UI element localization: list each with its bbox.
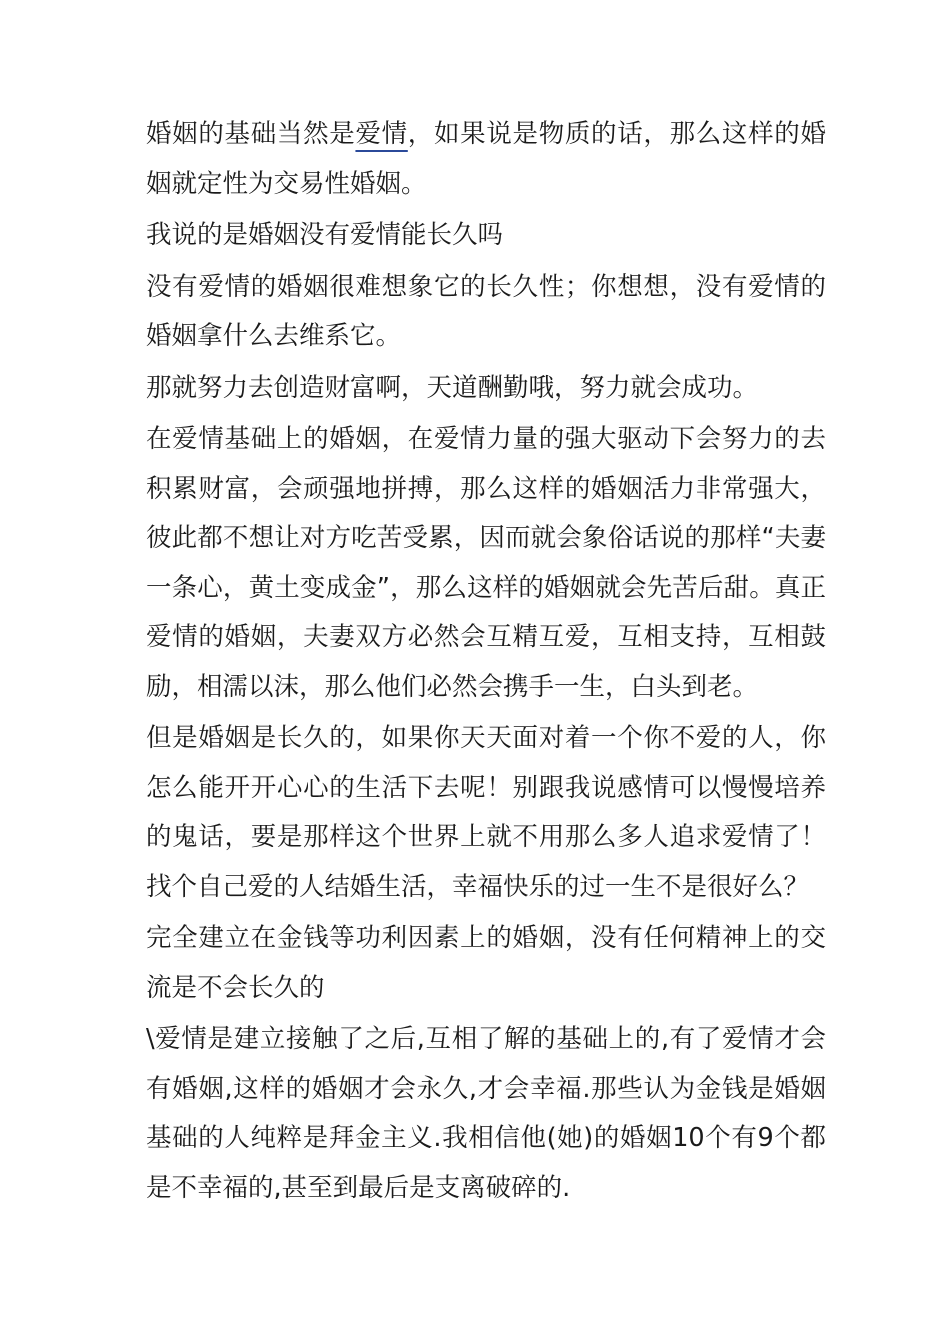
paragraph-1-before: 婚姻的基础当然是	[146, 119, 356, 149]
paragraph-8: \爱情是建立接触了之后,互相了解的基础上的,有了爱情才会有婚姻,这样的婚姻才会永久,才会幸福.那些认为金钱是婚姻基础的人纯粹是拜金主义.我相信他(她)的婚姻10个有9个都是不幸福的,甚至到最后是支离破碎的.	[146, 1024, 826, 1203]
paragraph-1	[146, 110, 826, 209]
paragraph-1-after: ，如果说是物质的话，那么这样的婚姻就定性为交易性婚姻。	[146, 119, 826, 199]
paragraph-5: 在爱情基础上的婚姻，在爱情力量的强大驱动下会努力的去积累财富，会顽强地拼搏，那么这样的婚姻活力非常强大，彼此都不想让对方吃苦受累，因而就会象俗话说的那样“夫妻一条心，黄土变成金”，那么这样的婚姻就会先苦后甜。真正爱情的婚姻，夫妻双方必然会互精互爱，互相支持，互相鼓励，相濡以沫，那么他们必然会携手一生，白头到老。	[146, 424, 826, 702]
document-body	[146, 110, 826, 1213]
paragraph-4: 那就努力去创造财富啊，天道酬勤哦，努力就会成功。	[146, 372, 759, 403]
paragraph-2: 我说的是婚姻没有爱情能长久吗	[146, 220, 504, 250]
paragraph-6: 但是婚姻是长久的，如果你天天面对着一个你不爱的人，你怎么能开开心心的生活下去呢！别跟我说感情可以慢慢培养的鬼话，要是那样这个世界上就不用那么多人追求爱情了！找个自己爱的人结婚生活，幸福快乐的过一生不是很好么？	[146, 723, 826, 902]
paragraph-3: 没有爱情的婚姻很难想象它的长久性；你想想，没有爱情的婚姻拿什么去维系它。	[146, 271, 826, 351]
underlined-word-love: 爱情	[355, 119, 408, 149]
paragraph-7: 完全建立在金钱等功利因素上的婚姻，没有任何精神上的交流是不会长久的	[146, 923, 826, 1003]
